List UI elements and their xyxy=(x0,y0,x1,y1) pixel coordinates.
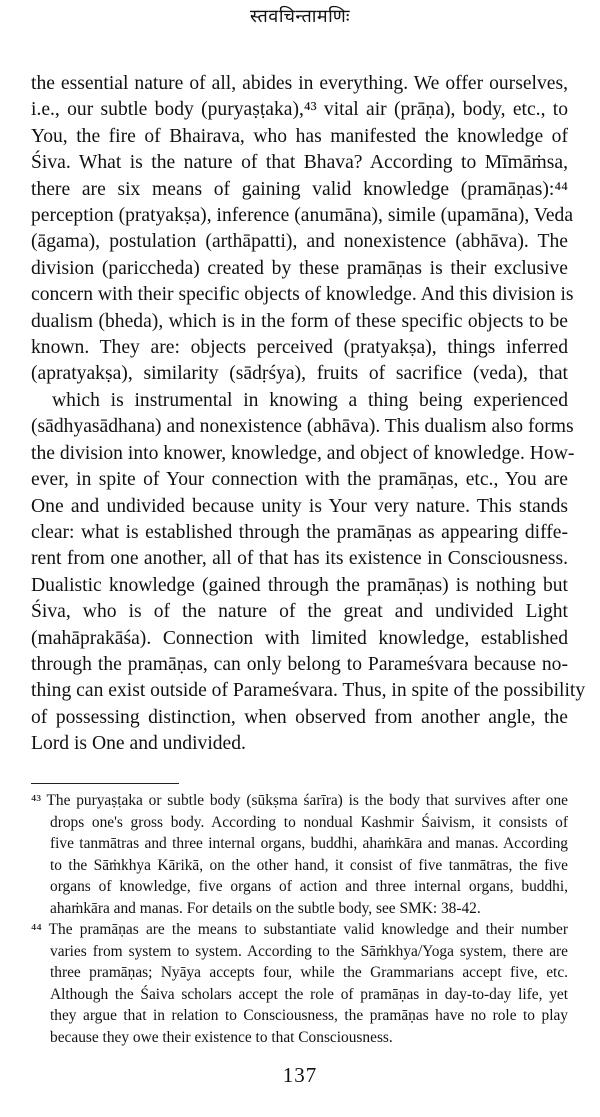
footnote-43 xyxy=(31,790,568,919)
body-line: which is instrumental in knowing a thing being experienced xyxy=(52,389,568,411)
body-line: through the pramāṇas, can only belong to Parameśvara because no- xyxy=(31,653,568,675)
footnote-line: varies from system to system. According to the Sāṁkhya/Yoga system, there are xyxy=(50,942,568,960)
footnote-line: to the Sāṁkhya Kārikā, on the other hand, it consist of five tanmātras, the five xyxy=(50,856,568,874)
running-header-title: स्तवचिन्तामणिः xyxy=(250,6,350,27)
footnote-44 xyxy=(31,919,568,1048)
body-line: of possessing distinction, when observed from another angle, the xyxy=(31,706,568,728)
body-line: perception (pratyakṣa), inference (anumāna), simile (upamāna), Veda xyxy=(31,205,574,227)
body-line: One and undivided because unity is Your very nature. This stands xyxy=(31,495,568,517)
body-line: Śiva. What is the nature of that Bhava? According to Mīmāṁsa, xyxy=(31,152,568,174)
body-line: rent from one another, all of that has its existence in Consciousness. xyxy=(31,548,568,570)
body-line: You, the fire of Bhairava, who has manifested the knowledge of xyxy=(31,125,568,147)
body-line: Śiva, who is of the nature of the great and undivided Light xyxy=(31,601,568,623)
footnote-line: because they owe their existence to that Consciousness. xyxy=(50,1028,393,1046)
body-line: there are six means of gaining valid knowledge (pramāṇas):⁴⁴ xyxy=(31,178,568,200)
body-line: Lord is One and undivided. xyxy=(31,733,246,755)
body-line: the essential nature of all, abides in everything. We offer ourselves, xyxy=(31,73,568,94)
footnote-line: five tanmātras and three internal organs, buddhi, ahaṁkāra and manas. According xyxy=(50,835,568,852)
page-number: 137 xyxy=(282,1063,318,1087)
body-line: thing can exist outside of Parameśvara. Thus, in spite of the possibility xyxy=(31,680,586,702)
footnote-line: ahaṁkāra and manas. For details on the subtle body, see SMK: 38-42. xyxy=(50,899,481,917)
footnote-line: they argue that in relation to Consciousness, the pramāṇas have no role to play xyxy=(50,1007,568,1024)
body-line: (sādhyasādhana) and nonexistence (abhāva). This dualism also forms xyxy=(31,416,574,438)
body-line: (apratyakṣa), similarity (sādṛśya), fruits of sacrifice (veda), that xyxy=(31,363,568,385)
body-line: Dualistic knowledge (gained through the pramāṇas) is nothing but xyxy=(31,574,568,596)
body-line: dualism (bheda), which is in the form of these specific objects to be xyxy=(31,310,568,332)
body-line: i.e., our subtle body (puryaṣṭaka),⁴³ vital air (prāṇa), body, etc., to xyxy=(31,99,568,121)
body-line: known. They are: objects perceived (pratyakṣa), things inferred xyxy=(31,337,568,359)
body-line: the division into knower, knowledge, and object of knowledge. How- xyxy=(31,442,575,464)
footnote-line: ⁴⁴ The pramāṇas are the means to substantiate valid knowledge and their number xyxy=(31,921,568,938)
main-paragraph xyxy=(31,71,586,758)
body-line: clear: what is established through the pramāṇas as appearing diffe- xyxy=(31,521,568,543)
footnote-line: three pramāṇas; Nyāya accepts four, while the Grammarians accept five, etc. xyxy=(50,964,568,981)
body-line: ever, in spite of Your connection with the pramāṇas, etc., You are xyxy=(31,469,568,491)
body-line: concern with their specific objects of knowledge. And this division is xyxy=(31,284,574,306)
footnote-line: organs of knowledge, five organs of action and three internal organs, buddhi, xyxy=(50,878,568,895)
footnote-line: Although the Śaiva scholars accept the role of pramāṇas in day-to-day life, yet xyxy=(50,985,568,1003)
footnote-divider xyxy=(31,783,179,784)
footnote-line: drops one's gross body. According to nondual Kashmir Śaivism, it consists of xyxy=(50,813,568,831)
footnote-line: ⁴³ The puryaṣṭaka or subtle body (sūkṣma śarīra) is the body that survives after one xyxy=(31,792,568,809)
body-line: (āgama), postulation (arthāpatti), and nonexistence (abhāva). The xyxy=(31,231,568,253)
body-line: division (pariccheda) created by these pramāṇas is their exclusive xyxy=(31,257,568,279)
body-line: (mahāprakāśa). Connection with limited knowledge, established xyxy=(31,627,568,649)
